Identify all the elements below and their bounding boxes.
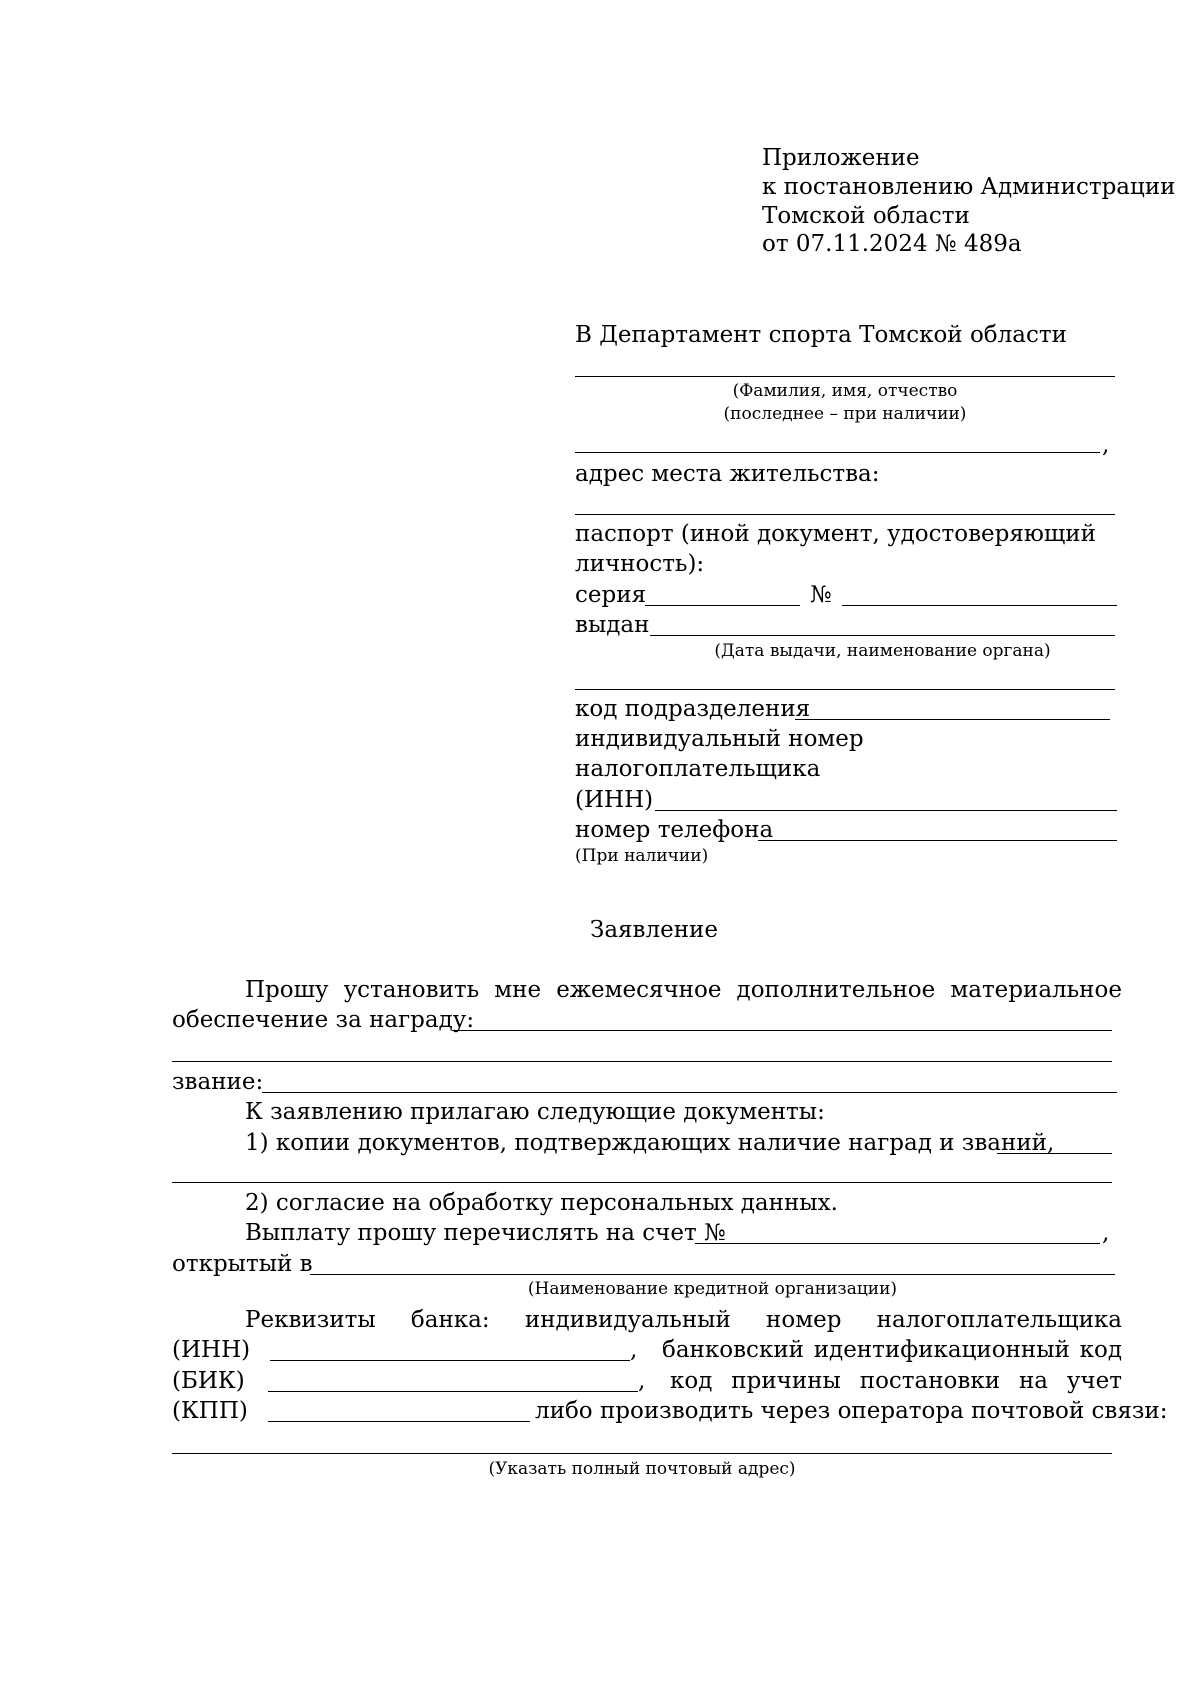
- award-label: обеспечение за награду:: [172, 1007, 475, 1033]
- address-label: адрес места жительства:: [575, 461, 880, 487]
- series-label: серия: [575, 582, 647, 608]
- bank-inn-field[interactable]: [270, 1360, 630, 1361]
- fio-comma: ,: [1102, 432, 1110, 458]
- appendix-line-2: к постановлению Администрации: [762, 174, 1176, 200]
- issued-field[interactable]: [650, 635, 1115, 636]
- appendix-line-3: Томской области: [762, 203, 970, 229]
- account-field[interactable]: [695, 1243, 1100, 1244]
- kpp-field[interactable]: [268, 1421, 530, 1422]
- award-field-2[interactable]: [172, 1061, 1112, 1062]
- phone-field[interactable]: [758, 840, 1117, 841]
- award-field[interactable]: [452, 1030, 1112, 1031]
- bank-inn-comma: ,: [630, 1337, 638, 1363]
- opened-label: открытый в: [172, 1251, 313, 1277]
- passport-label-1: паспорт (иной документ, удостоверяющий: [575, 521, 1096, 547]
- series-field[interactable]: [645, 605, 800, 606]
- kpp-word-3: постановки: [859, 1368, 1001, 1394]
- bik-word-1: банковский: [662, 1337, 804, 1363]
- issued-label: выдан: [575, 612, 650, 638]
- fio-hint-1: (Фамилия, имя, отчество: [732, 381, 958, 401]
- attach-intro: К заявлению прилагаю следующие документы:: [245, 1099, 825, 1125]
- bank-word-3: индивидуальный: [524, 1307, 731, 1333]
- phone-label: номер телефона: [575, 817, 774, 843]
- fio-field-2[interactable]: [575, 452, 1100, 453]
- request-word-3: мне: [494, 977, 542, 1003]
- title-field[interactable]: [262, 1092, 1117, 1093]
- payment-comma: ,: [1102, 1220, 1110, 1246]
- bank-field[interactable]: [310, 1274, 1115, 1275]
- bik-word-3: код: [1079, 1337, 1122, 1363]
- request-word-4: ежемесячное: [556, 977, 722, 1003]
- bank-inn-label: (ИНН): [172, 1337, 251, 1363]
- document-title: Заявление: [590, 917, 718, 943]
- kpp-word-4: на: [1018, 1368, 1048, 1394]
- attach-item-1: 1) копии документов, подтверждающих наличие наград и званий,: [245, 1130, 1055, 1156]
- bank-word-1: Реквизиты: [245, 1307, 376, 1333]
- request-word-5: дополнительное: [736, 977, 936, 1003]
- postal-text: либо производить через оператора почтовой связи:: [535, 1398, 1168, 1424]
- bank-word-4: номер: [766, 1307, 842, 1333]
- bank-word-2: банка:: [410, 1307, 490, 1333]
- number-sign: №: [810, 582, 832, 608]
- issued-hint: (Дата выдачи, наименование органа): [714, 641, 1051, 661]
- attach-item-1-field-2[interactable]: [172, 1182, 1112, 1183]
- bik-field[interactable]: [268, 1391, 638, 1392]
- postal-address-field[interactable]: [172, 1453, 1112, 1454]
- division-label: код подразделения: [575, 696, 811, 722]
- kpp-words: [670, 1366, 1122, 1396]
- request-word-6: материальное: [950, 977, 1122, 1003]
- kpp-word-5: учет: [1066, 1368, 1122, 1394]
- payment-label: Выплату прошу перечислять на счет №: [245, 1220, 726, 1246]
- phone-hint: (При наличии): [575, 846, 709, 866]
- passport-number-field[interactable]: [842, 605, 1117, 606]
- postal-hint: (Указать полный почтовый адрес): [488, 1459, 796, 1479]
- request-word-1: Прошу: [245, 977, 329, 1003]
- inn-label-3: (ИНН): [575, 787, 654, 813]
- kpp-label: (КПП): [172, 1398, 248, 1424]
- request-word-2: установить: [343, 977, 480, 1003]
- kpp-word-2: причины: [731, 1368, 841, 1394]
- passport-label-2: личность):: [575, 551, 705, 577]
- division-field[interactable]: [795, 719, 1110, 720]
- bik-label: (БИК): [172, 1368, 245, 1394]
- bik-comma: ,: [638, 1368, 646, 1394]
- bik-word-2: идентификационный: [813, 1337, 1070, 1363]
- bank-word-5: налогоплательщика: [876, 1307, 1122, 1333]
- kpp-word-1: код: [670, 1368, 713, 1394]
- issued-field-2[interactable]: [575, 689, 1115, 690]
- fio-field[interactable]: [575, 376, 1115, 377]
- inn-field[interactable]: [655, 810, 1117, 811]
- address-field[interactable]: [575, 514, 1115, 515]
- title-label: звание:: [172, 1069, 264, 1095]
- bik-words: [662, 1335, 1122, 1365]
- bank-requisites-line: [245, 1305, 1122, 1335]
- fio-hint-2: (последнее – при наличии): [723, 404, 967, 424]
- appendix-line-1: Приложение: [762, 145, 920, 171]
- request-line: [245, 975, 1122, 1005]
- bank-hint: (Наименование кредитной организации): [527, 1279, 898, 1299]
- attach-item-2: 2) согласие на обработку персональных данных.: [245, 1190, 838, 1216]
- inn-label-2: налогоплательщика: [575, 756, 821, 782]
- inn-label-1: индивидуальный номер: [575, 726, 864, 752]
- attach-item-1-field[interactable]: [997, 1153, 1112, 1154]
- recipient-line: В Департамент спорта Томской области: [575, 322, 1067, 348]
- appendix-line-4: от 07.11.2024 № 489а: [762, 231, 1022, 257]
